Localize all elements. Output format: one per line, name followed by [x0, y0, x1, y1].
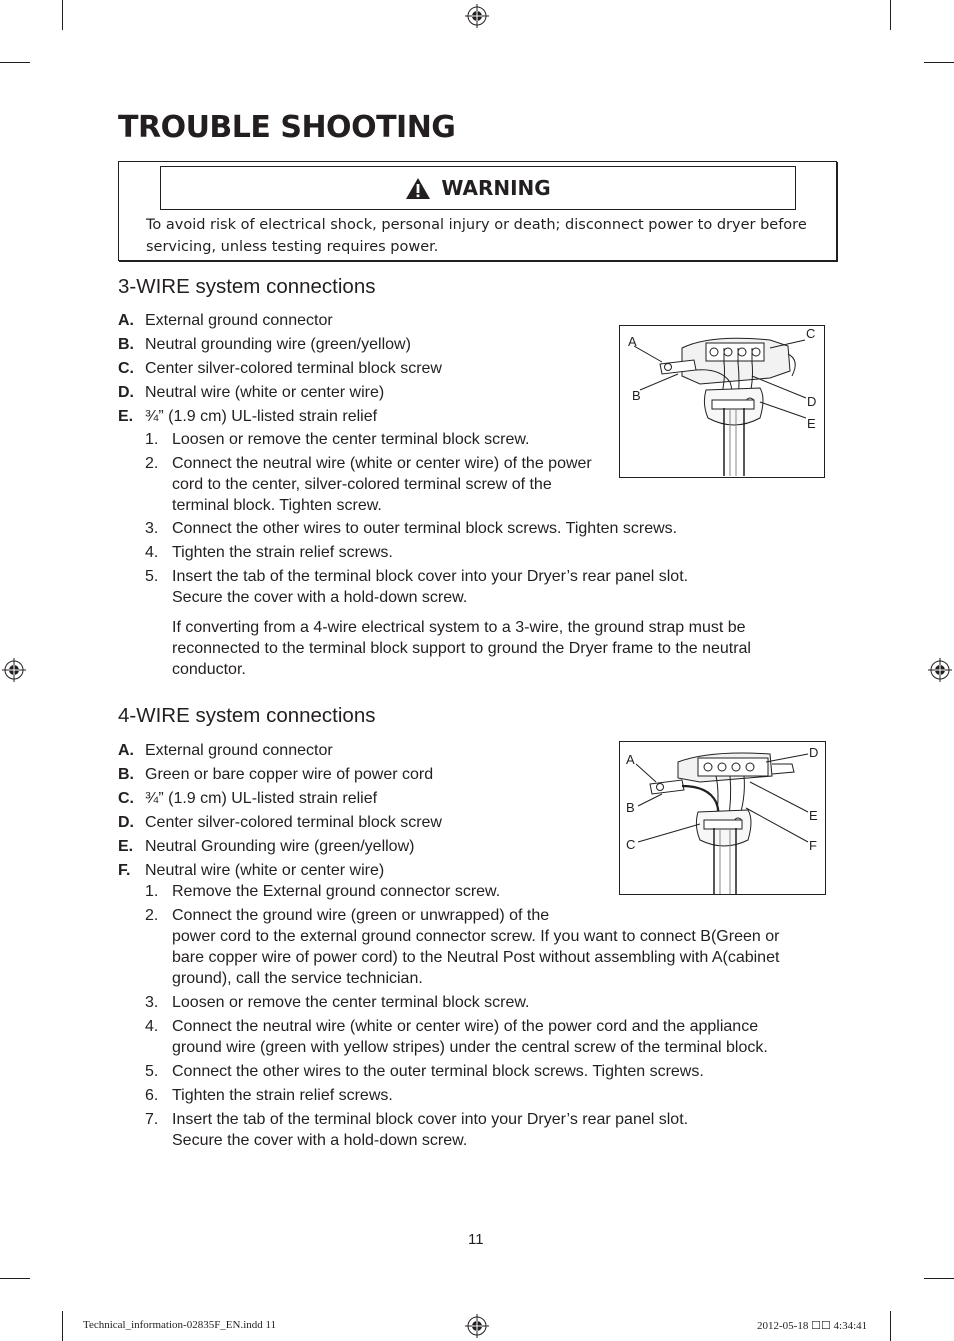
diagram-label: D [809, 745, 819, 760]
part-key: A. [118, 312, 134, 329]
crop-mark-icon [890, 1311, 891, 1341]
step-number: 7. [145, 1111, 159, 1128]
step-text-line: Tighten the strain relief screws. [172, 544, 393, 561]
diagram-label: E [809, 808, 818, 823]
step-text-line: Loosen or remove the center terminal block screw. [172, 994, 530, 1011]
step-text-line: Tighten the strain relief screws. [172, 1087, 393, 1104]
footer-filename: Technical_information-02835F_EN.indd 11 [83, 1319, 277, 1331]
step-number: 4. [145, 544, 159, 561]
step-number: 2. [145, 455, 159, 472]
part-text: Green or bare copper wire of power cord [145, 766, 434, 783]
part-text: Neutral wire (white or center wire) [145, 384, 385, 401]
crop-mark-icon [0, 62, 30, 63]
step-text-line: Loosen or remove the center terminal block screw. [172, 431, 530, 448]
part-key: B. [118, 766, 134, 783]
step-text-line: Connect the ground wire (green or unwrapped) of the [172, 907, 550, 924]
step-text-line: Connect the other wires to outer terminal block screws. Tighten screws. [172, 520, 678, 537]
part-text: ¾” (1.9 cm) UL-listed strain relief [145, 408, 378, 425]
crop-mark-icon [924, 1278, 954, 1279]
diagram-label: F [809, 838, 817, 853]
part-key: B. [118, 336, 134, 353]
step-text-line: Remove the External ground connector screw. [172, 883, 501, 900]
step-number: 4. [145, 1018, 159, 1035]
part-text: Neutral Grounding wire (green/yellow) [145, 838, 415, 855]
part-key: A. [118, 742, 134, 759]
part-text: Neutral grounding wire (green/yellow) [145, 336, 411, 353]
step-number: 5. [145, 1063, 159, 1080]
crop-mark-icon [62, 0, 63, 30]
part-text: External ground connector [145, 312, 333, 329]
step-number: 3. [145, 994, 159, 1011]
warning-text: To avoid risk of electrical shock, personal injury or death; disconnect power to dryer before servicing, unless testing requires power. [146, 217, 807, 255]
warning-box [118, 161, 837, 261]
three-wire-heading: 3-WIRE system connections [118, 275, 376, 298]
diagram-label: E [807, 416, 816, 431]
step-text-line: cord to the center, silver-colored terminal screw of the [172, 476, 552, 493]
part-text: Center silver-colored terminal block screw [145, 814, 442, 831]
warning-label: WARNING [441, 176, 551, 200]
warning-triangle-icon [405, 177, 431, 200]
step-text-line: terminal block. Tighten screw. [172, 497, 382, 514]
diagram-label: D [807, 394, 817, 409]
part-key: E. [118, 408, 134, 425]
step-number: 1. [145, 431, 159, 448]
step-number: 6. [145, 1087, 159, 1104]
part-text: Center silver-colored terminal block screw [145, 360, 442, 377]
step-text-line: Insert the tab of the terminal block cover into your Dryer’s rear panel slot. [172, 1111, 689, 1128]
registration-mark-icon [465, 1314, 489, 1338]
conversion-note: If converting from a 4-wire electrical system to a 3-wire, the ground strap must be reconnected to the terminal block support to ground the Dryer frame to the neutral conductor. [172, 619, 751, 678]
footer-timestamp: 2012-05-18 ☐☐ 4:34:41 [757, 1320, 868, 1332]
step-number: 2. [145, 907, 159, 924]
page-title: TROUBLE SHOOTING [118, 110, 456, 145]
registration-mark-icon [2, 658, 26, 682]
part-key: F. [118, 862, 131, 879]
diagram-label: A [628, 334, 637, 349]
diagram-label: B [632, 388, 641, 403]
part-key: D. [118, 814, 134, 831]
crop-mark-icon [924, 62, 954, 63]
step-text-line: power cord to the external ground connector screw. If you want to connect B(Green or [172, 928, 780, 945]
step-text-line: Insert the tab of the terminal block cover into your Dryer’s rear panel slot. [172, 568, 689, 585]
part-key: E. [118, 838, 134, 855]
three-wire-diagram [619, 325, 825, 478]
part-key: C. [118, 790, 134, 807]
part-text: Neutral wire (white or center wire) [145, 862, 385, 879]
part-key: D. [118, 384, 134, 401]
four-wire-heading: 4-WIRE system connections [118, 704, 376, 727]
step-text-line: ground wire (green with yellow stripes) under the central screw of the terminal block. [172, 1039, 768, 1056]
step-number: 1. [145, 883, 159, 900]
page-number: 11 [468, 1231, 484, 1248]
crop-mark-icon [62, 1311, 63, 1341]
step-number: 3. [145, 520, 159, 537]
step-text-line: Connect the neutral wire (white or center wire) of the power [172, 455, 592, 472]
four-wire-diagram [619, 741, 826, 895]
diagram-label: B [626, 800, 635, 815]
registration-mark-icon [465, 4, 489, 28]
part-text: External ground connector [145, 742, 333, 759]
registration-mark-icon [928, 658, 952, 682]
step-text-line: Secure the cover with a hold-down screw. [172, 589, 468, 606]
warning-header [160, 166, 796, 210]
crop-mark-icon [890, 0, 891, 30]
step-number: 5. [145, 568, 159, 585]
step-text-line: ground), call the service technician. [172, 970, 423, 987]
step-text-line: Secure the cover with a hold-down screw. [172, 1132, 468, 1149]
diagram-label: C [626, 837, 636, 852]
part-text: ¾” (1.9 cm) UL-listed strain relief [145, 790, 378, 807]
part-key: C. [118, 360, 134, 377]
step-text-line: Connect the neutral wire (white or center wire) of the power cord and the appliance [172, 1018, 759, 1035]
diagram-label: A [626, 752, 635, 767]
diagram-label: C [806, 326, 816, 341]
step-text-line: Connect the other wires to the outer terminal block screws. Tighten screws. [172, 1063, 704, 1080]
crop-mark-icon [0, 1278, 30, 1279]
step-text-line: bare copper wire of power cord) to the Neutral Post without assembling with A(cabinet [172, 949, 780, 966]
